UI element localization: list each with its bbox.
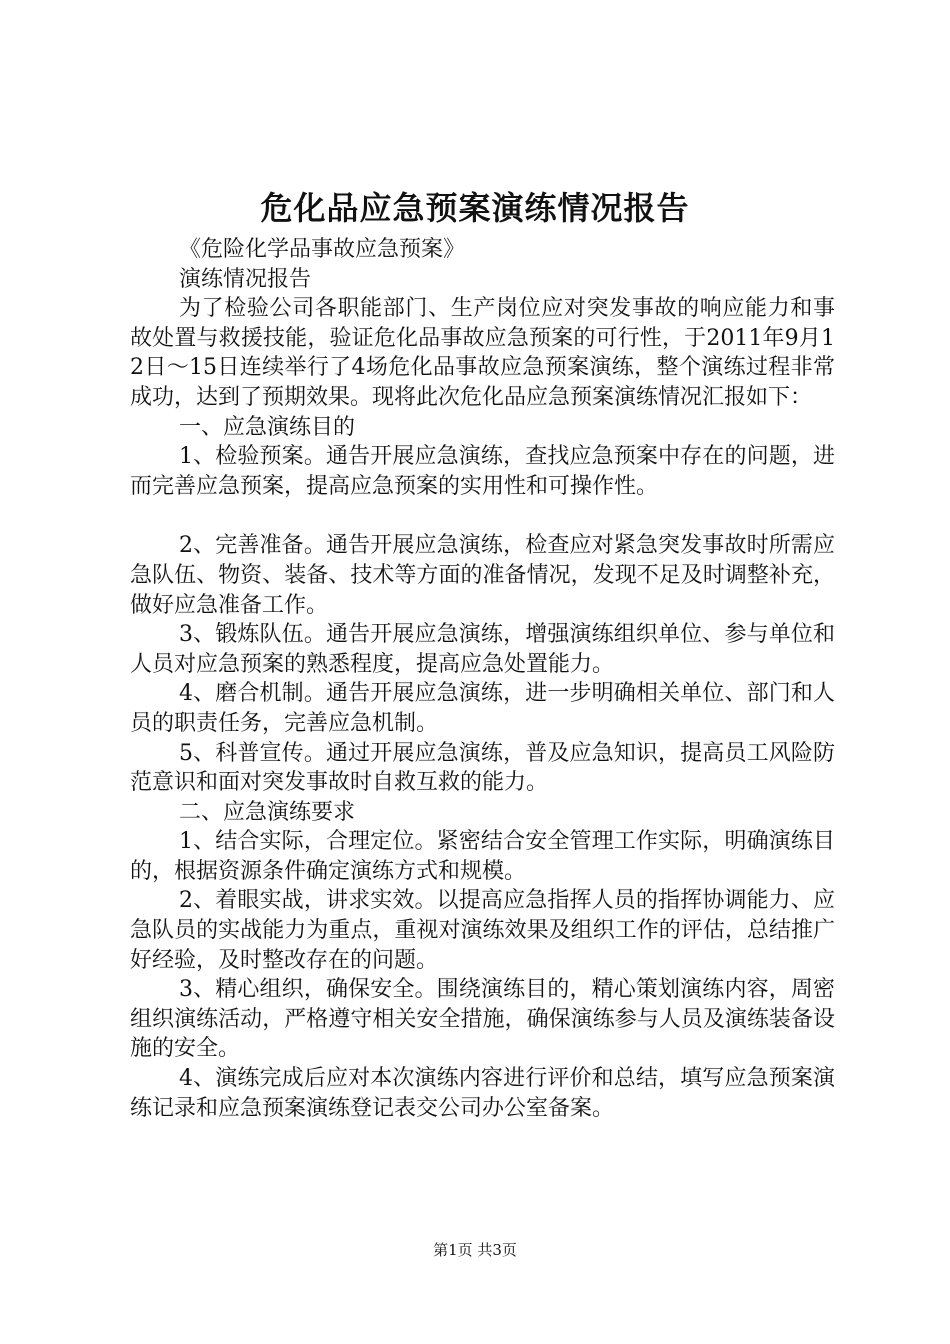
paragraph-purpose-3: 3、锻炼队伍。通告开展应急演练，增强演练组织单位、参与单位和人员对应急预案的熟悉程度，提高应急处置能力。 xyxy=(130,622,835,677)
paragraph-purpose-5: 5、科普宣传。通过开展应急演练，普及应急知识，提高员工风险防范意识和面对突发事故时自救互救的能力。 xyxy=(130,740,835,796)
document-title: 危化品应急预案演练情况报告 xyxy=(260,189,690,227)
section-heading-requirements: 二、应急演练要求 xyxy=(179,799,356,825)
paragraph-intro: 为了检验公司各职能部门、生产岗位应对突发事故的响应能力和事故处置与救援技能，验证危化品事故应急预案的可行性，于2011年9月12日～15日连续举行了4场危化品事故应急预案演练，整个演练过程非常成功，达到了预期效果。现将此次危化品应急预案演练情况汇报如下： xyxy=(130,296,835,410)
paragraph-plan-name: 《危险化学品事故应急预案》 xyxy=(179,237,466,262)
section-heading-purpose: 一、应急演练目的 xyxy=(179,414,356,440)
paragraph-requirement-1: 1、结合实际，合理定位。紧密结合安全管理工作实际，明确演练目的，根据资源条件确定演练方式和规模。 xyxy=(130,829,835,884)
page-number-footer: 第1页 共3页 xyxy=(433,1241,517,1259)
document-body xyxy=(130,235,835,1123)
paragraph-purpose-4: 4、磨合机制。通告开展应急演练，进一步明确相关单位、部门和人员的职责任务，完善应急机制。 xyxy=(130,681,835,736)
paragraph-requirement-2: 2、着眼实战，讲求实效。以提高应急指挥人员的指挥协调能力、应急队员的实战能力为重点，重视对演练效果及组织工作的评估，总结推广好经验，及时整改存在的问题。 xyxy=(130,888,835,973)
paragraph-requirement-4: 4、演练完成后应对本次演练内容进行评价和总结，填写应急预案演练记录和应急预案演练登记表交公司办公室备案。 xyxy=(130,1066,835,1121)
paragraph-report-subtitle: 演练情况报告 xyxy=(179,266,312,292)
paragraph-requirement-3: 3、精心组织，确保安全。围绕演练目的，精心策划演练内容，周密组织演练活动，严格遵守相关安全措施，确保演练参与人员及演练装备设施的安全。 xyxy=(130,977,835,1062)
paragraph-purpose-2: 2、完善准备。通告开展应急演练，检查应对紧急突发事故时所需应急队伍、物资、装备、技术等方面的准备情况，发现不足及时调整补充，做好应急准备工作。 xyxy=(130,533,835,618)
paragraph-purpose-1: 1、检验预案。通告开展应急演练，查找应急预案中存在的问题，进而完善应急预案，提高应急预案的实用性和可操作性。 xyxy=(130,444,835,499)
